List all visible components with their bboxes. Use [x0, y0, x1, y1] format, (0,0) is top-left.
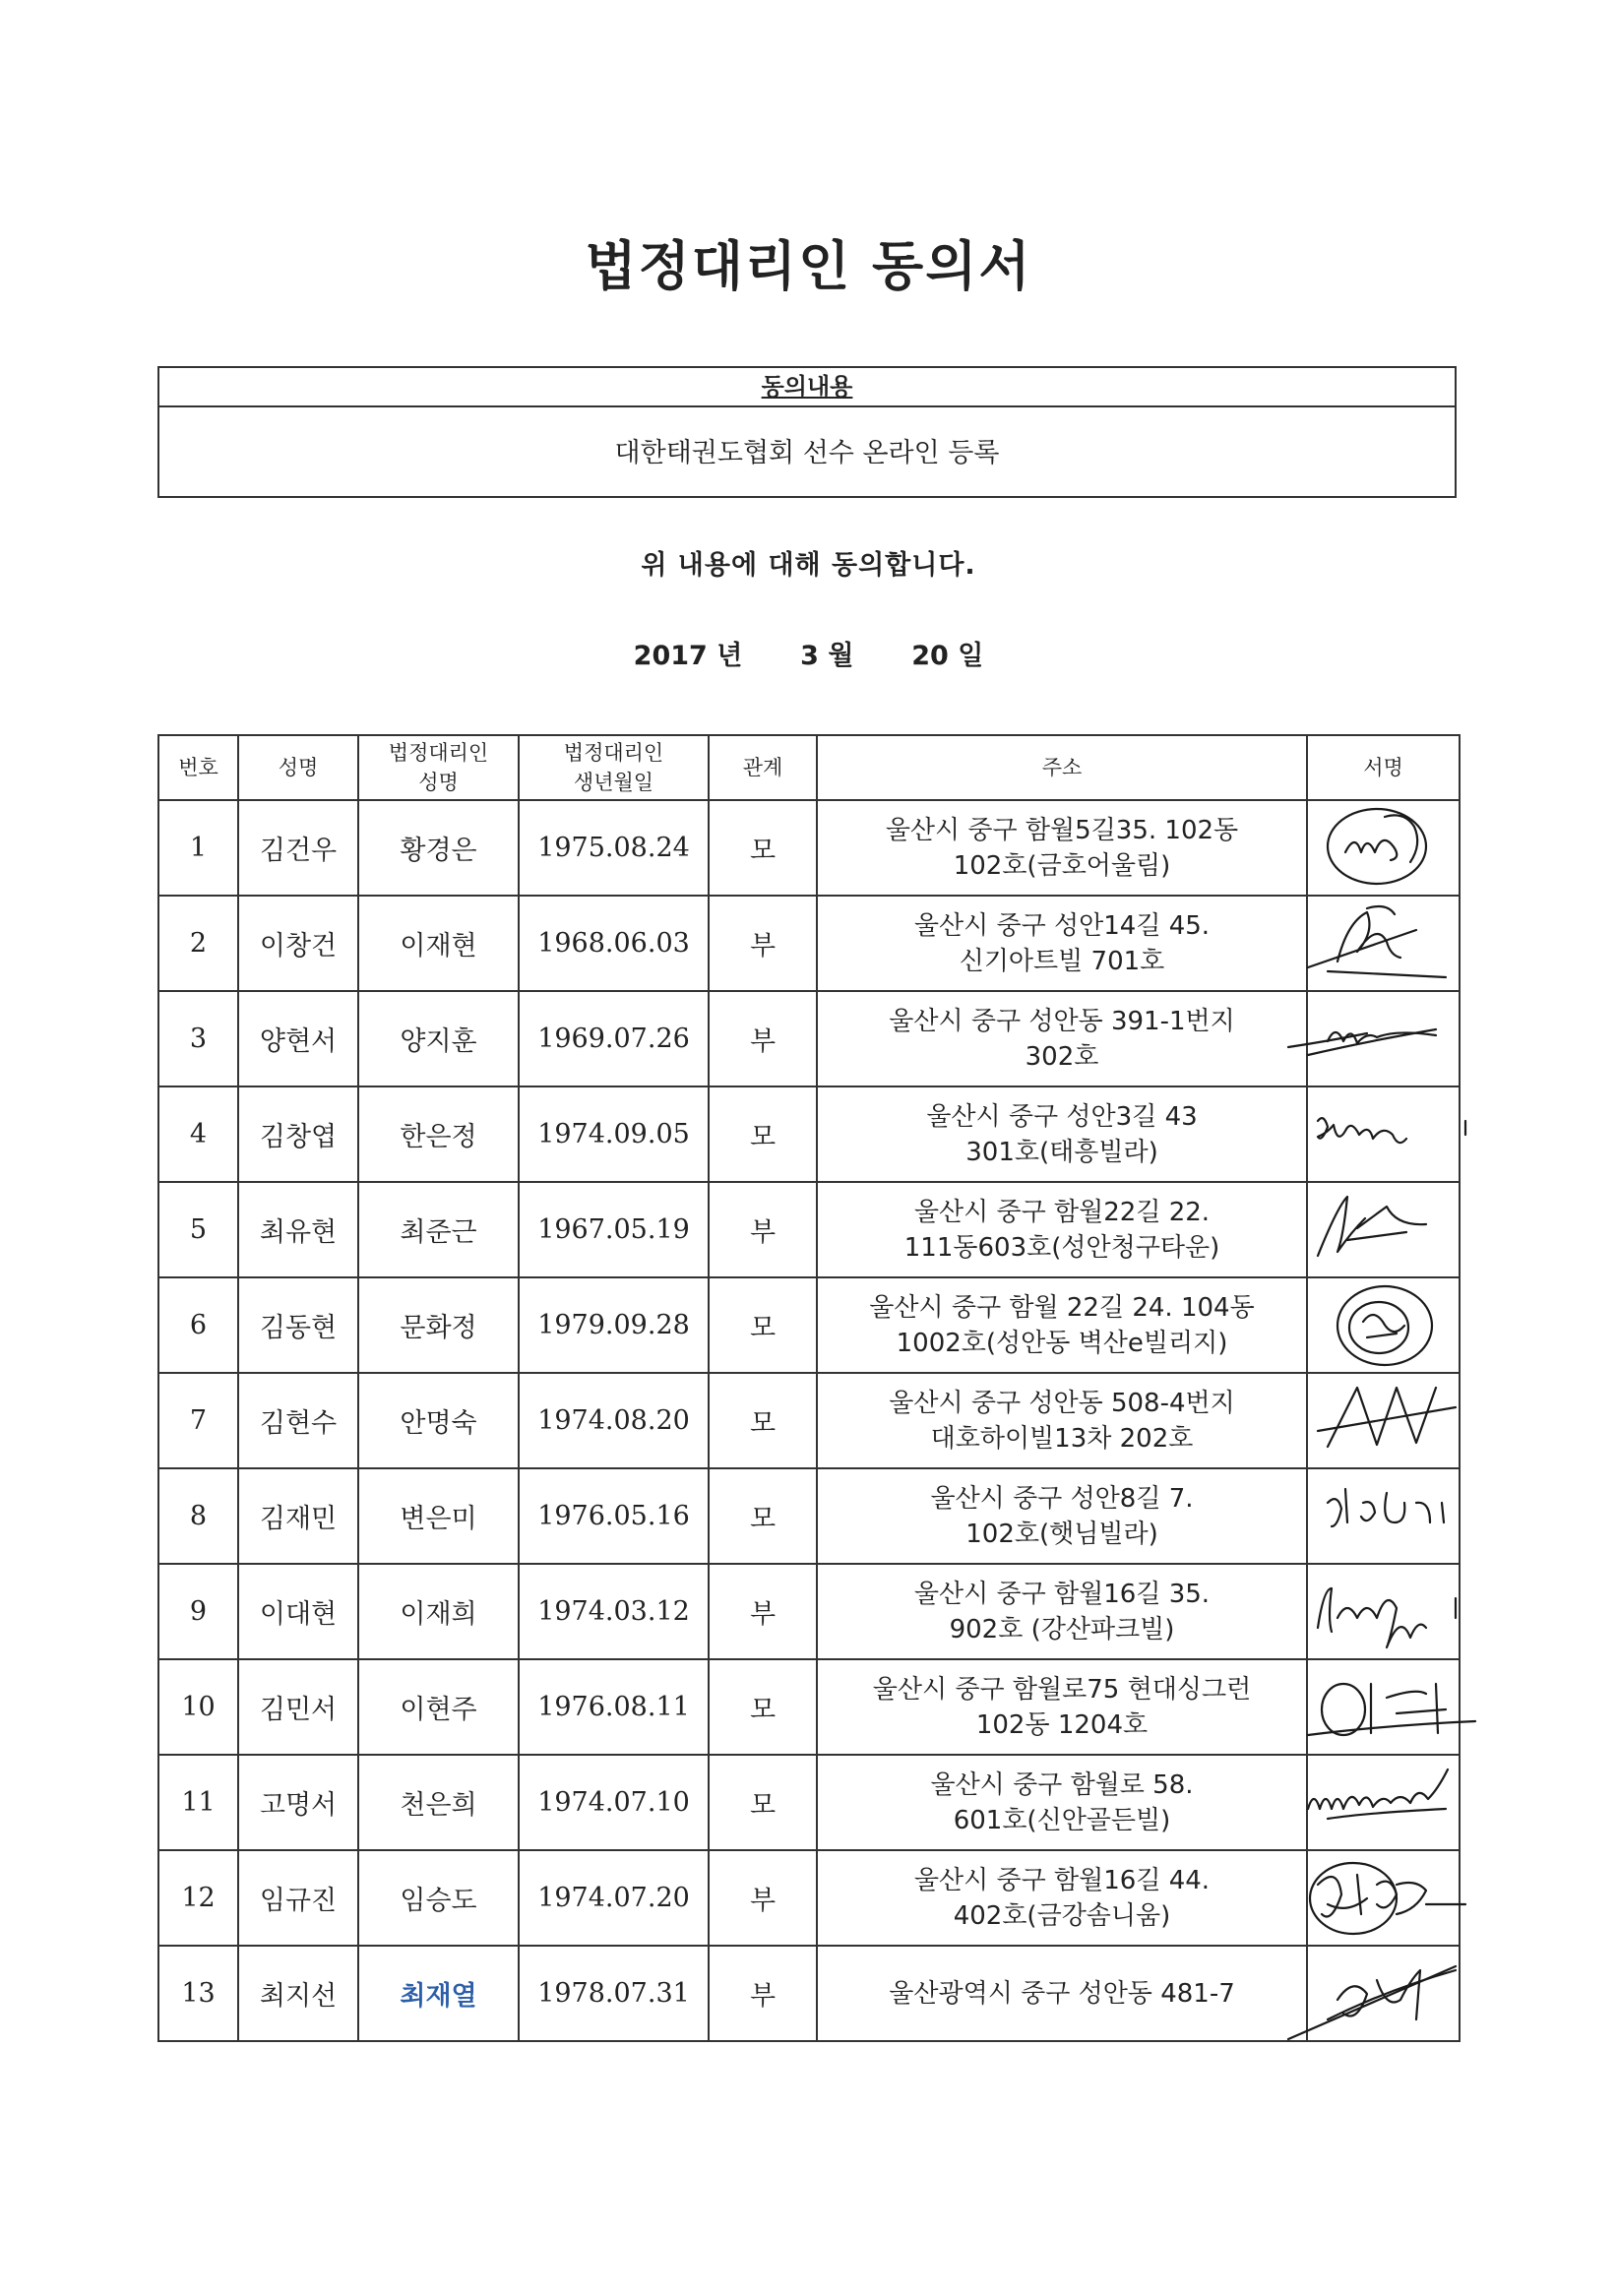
player-name: 양현서	[238, 991, 358, 1086]
header-guardian-name: 법정대리인 성명	[358, 735, 519, 800]
guardian-relation: 모	[709, 1086, 817, 1182]
table-row	[158, 800, 1460, 896]
address	[817, 1086, 1307, 1182]
address-line-1: 울산시 중구 함월5길35. 102동	[885, 815, 1239, 845]
player-name: 김현수	[238, 1373, 358, 1468]
table-row	[158, 1946, 1460, 2041]
address-line-2: 102호(햇님빌라)	[965, 1519, 1158, 1549]
row-number: 2	[158, 896, 238, 991]
row-number: 3	[158, 991, 238, 1086]
player-name: 이대현	[238, 1564, 358, 1659]
guardian-birthdate: 1976.08.11	[519, 1659, 709, 1755]
guardian-name: 한은정	[358, 1086, 519, 1182]
address-line-2: 신기아트빌 701호	[959, 946, 1165, 976]
signature-mark	[1269, 1272, 1485, 1381]
guardian-relation: 부	[709, 1182, 817, 1277]
signature-mark	[1269, 1082, 1485, 1190]
address	[817, 1373, 1307, 1468]
address-line-2: 302호	[1025, 1041, 1099, 1072]
header-address: 주소	[817, 735, 1307, 800]
date-day: 20	[911, 641, 949, 671]
address-line-1: 울산시 중구 성안동 508-4번지	[889, 1388, 1235, 1418]
address-line-2: 601호(신안골든빌)	[953, 1805, 1171, 1835]
guardian-name: 문화정	[358, 1277, 519, 1373]
handwritten-signature	[1307, 1755, 1460, 1850]
guardian-name: 최준근	[358, 1182, 519, 1277]
address	[817, 896, 1307, 991]
header-signature: 서명	[1307, 735, 1460, 800]
row-number: 4	[158, 1086, 238, 1182]
guardian-relation: 부	[709, 991, 817, 1086]
handwritten-signature	[1307, 1468, 1460, 1564]
row-number: 9	[158, 1564, 238, 1659]
table-row	[158, 1373, 1460, 1468]
address-line-2: 301호(태흥빌라)	[965, 1137, 1158, 1167]
table-row	[158, 896, 1460, 991]
address-line-1: 울산시 중구 함월로75 현대싱그런	[872, 1674, 1252, 1705]
guardian-birthdate: 1974.03.12	[519, 1564, 709, 1659]
signature-mark	[1269, 1559, 1485, 1667]
address-line-2: 402호(금강솜니움)	[953, 1900, 1171, 1931]
handwritten-signature	[1307, 1659, 1460, 1755]
player-name: 임규진	[238, 1850, 358, 1946]
guardian-consent-table	[157, 734, 1461, 2042]
guardian-relation: 모	[709, 1277, 817, 1373]
address	[817, 1850, 1307, 1946]
address-line-2: 102동 1204호	[975, 1709, 1149, 1740]
date-day-unit: 일	[958, 641, 984, 671]
signature-mark	[1269, 891, 1485, 999]
guardian-birthdate: 1979.09.28	[519, 1277, 709, 1373]
guardian-name: 변은미	[358, 1468, 519, 1564]
address-line-2: 902호 (강산파크빌)	[949, 1614, 1175, 1644]
signature-mark	[1269, 1463, 1485, 1572]
guardian-birthdate: 1974.07.20	[519, 1850, 709, 1946]
handwritten-signature	[1307, 896, 1460, 991]
date-year-unit: 년	[716, 641, 743, 671]
row-number: 6	[158, 1277, 238, 1373]
table-row	[158, 1086, 1460, 1182]
table-row	[158, 1277, 1460, 1373]
guardian-relation: 부	[709, 896, 817, 991]
player-name: 고명서	[238, 1755, 358, 1850]
guardian-name: 안명숙	[358, 1373, 519, 1468]
address-line-1: 울산시 중구 함월로 58.	[930, 1769, 1194, 1800]
guardian-relation: 부	[709, 1564, 817, 1659]
player-name: 김재민	[238, 1468, 358, 1564]
signature-mark	[1269, 986, 1485, 1094]
table-row	[158, 1564, 1460, 1659]
signing-date	[0, 634, 1617, 672]
guardian-name: 양지훈	[358, 991, 519, 1086]
guardian-relation: 모	[709, 800, 817, 896]
signature-mark	[1269, 1654, 1485, 1763]
guardian-birthdate: 1975.08.24	[519, 800, 709, 896]
address	[817, 1755, 1307, 1850]
guardian-name: 최재열	[358, 1946, 519, 2041]
handwritten-signature	[1307, 800, 1460, 896]
guardian-name: 이재현	[358, 896, 519, 991]
address-line-1: 울산시 중구 성안동 391-1번지	[889, 1006, 1235, 1036]
address-line-2: 1002호(성안동 벽산e빌리지)	[896, 1328, 1228, 1358]
address	[817, 1468, 1307, 1564]
guardian-birthdate: 1974.09.05	[519, 1086, 709, 1182]
address	[817, 1182, 1307, 1277]
guardian-name: 이현주	[358, 1659, 519, 1755]
address	[817, 1564, 1307, 1659]
player-name: 최유현	[238, 1182, 358, 1277]
handwritten-signature	[1307, 1850, 1460, 1946]
player-name: 김건우	[238, 800, 358, 896]
handwritten-signature	[1307, 1373, 1460, 1468]
table-header-row	[158, 735, 1460, 800]
signature-mark	[1269, 1368, 1485, 1476]
row-number: 7	[158, 1373, 238, 1468]
address-line-1: 울산시 중구 성안3길 43	[926, 1101, 1198, 1132]
handwritten-signature	[1307, 991, 1460, 1086]
signature-mark	[1269, 1845, 1485, 1954]
date-year: 2017	[633, 641, 708, 671]
header-guardian-birth: 법정대리인 생년월일	[519, 735, 709, 800]
guardian-birthdate: 1969.07.26	[519, 991, 709, 1086]
address-line-1: 울산시 중구 성안14길 45.	[913, 910, 1211, 941]
address-line-1: 울산시 중구 함월16길 44.	[913, 1865, 1211, 1895]
address-line-1: 울산시 중구 함월16길 35.	[913, 1579, 1211, 1609]
handwritten-signature	[1307, 1182, 1460, 1277]
consent-box	[157, 366, 1457, 498]
address-line-2: 대호하이빌13차 202호	[930, 1423, 1194, 1454]
guardian-relation: 부	[709, 1946, 817, 2041]
guardian-name: 황경은	[358, 800, 519, 896]
guardian-relation: 모	[709, 1755, 817, 1850]
row-number: 5	[158, 1182, 238, 1277]
address-line-2: 102호(금호어울림)	[953, 850, 1171, 881]
row-number: 11	[158, 1755, 238, 1850]
date-month: 3	[800, 641, 819, 671]
guardian-name: 임승도	[358, 1850, 519, 1946]
handwritten-signature	[1307, 1946, 1460, 2041]
player-name: 김동현	[238, 1277, 358, 1373]
player-name: 김민서	[238, 1659, 358, 1755]
player-name: 최지선	[238, 1946, 358, 2041]
agreement-statement: 위 내용에 대해 동의합니다.	[641, 550, 976, 581]
address-line-1: 울산시 중구 함월22길 22.	[913, 1197, 1211, 1227]
address-line-1: 울산시 중구 성안8길 7.	[930, 1483, 1194, 1514]
address	[817, 1659, 1307, 1755]
guardian-birthdate: 1974.07.10	[519, 1755, 709, 1850]
signature-mark	[1269, 1750, 1485, 1858]
table-row	[158, 1182, 1460, 1277]
row-number: 1	[158, 800, 238, 896]
table-row	[158, 991, 1460, 1086]
row-number: 13	[158, 1946, 238, 2041]
signature-mark	[1269, 795, 1485, 903]
consent-content: 대한태권도협회 선수 온라인 등록	[614, 438, 1000, 468]
header-name: 성명	[238, 735, 358, 800]
address	[817, 800, 1307, 896]
guardian-birthdate: 1974.08.20	[519, 1373, 709, 1468]
signature-mark	[1269, 1177, 1485, 1285]
row-number: 8	[158, 1468, 238, 1564]
address	[817, 1277, 1307, 1373]
consent-header: 동의내용	[159, 368, 1455, 407]
guardian-name: 천은희	[358, 1755, 519, 1850]
table-row	[158, 1850, 1460, 1946]
table-row	[158, 1468, 1460, 1564]
header-number: 번호	[158, 735, 238, 800]
handwritten-signature	[1307, 1277, 1460, 1373]
address	[817, 991, 1307, 1086]
signature-mark	[1269, 1941, 1485, 2049]
row-number: 12	[158, 1850, 238, 1946]
handwritten-signature	[1307, 1086, 1460, 1182]
guardian-birthdate: 1978.07.31	[519, 1946, 709, 2041]
address-line-1: 울산광역시 중구 성안동 481-7	[889, 1978, 1235, 2009]
date-month-unit: 월	[828, 641, 854, 671]
table-row	[158, 1659, 1460, 1755]
header-relation: 관계	[709, 735, 817, 800]
guardian-relation: 모	[709, 1373, 817, 1468]
handwritten-signature	[1307, 1564, 1460, 1659]
guardian-birthdate: 1967.05.19	[519, 1182, 709, 1277]
guardian-birthdate: 1968.06.03	[519, 896, 709, 991]
player-name: 김창엽	[238, 1086, 358, 1182]
address-line-1: 울산시 중구 함월 22길 24. 104동	[869, 1292, 1255, 1323]
guardian-relation: 부	[709, 1850, 817, 1946]
player-name: 이창건	[238, 896, 358, 991]
address-line-2: 111동603호(성안청구타운)	[903, 1232, 1220, 1263]
address	[817, 1946, 1307, 2041]
row-number: 10	[158, 1659, 238, 1755]
guardian-birthdate: 1976.05.16	[519, 1468, 709, 1564]
document-title: 법정대리인 동의서	[585, 235, 1032, 297]
guardian-name: 이재희	[358, 1564, 519, 1659]
guardian-relation: 모	[709, 1468, 817, 1564]
table-row	[158, 1755, 1460, 1850]
guardian-relation: 모	[709, 1659, 817, 1755]
